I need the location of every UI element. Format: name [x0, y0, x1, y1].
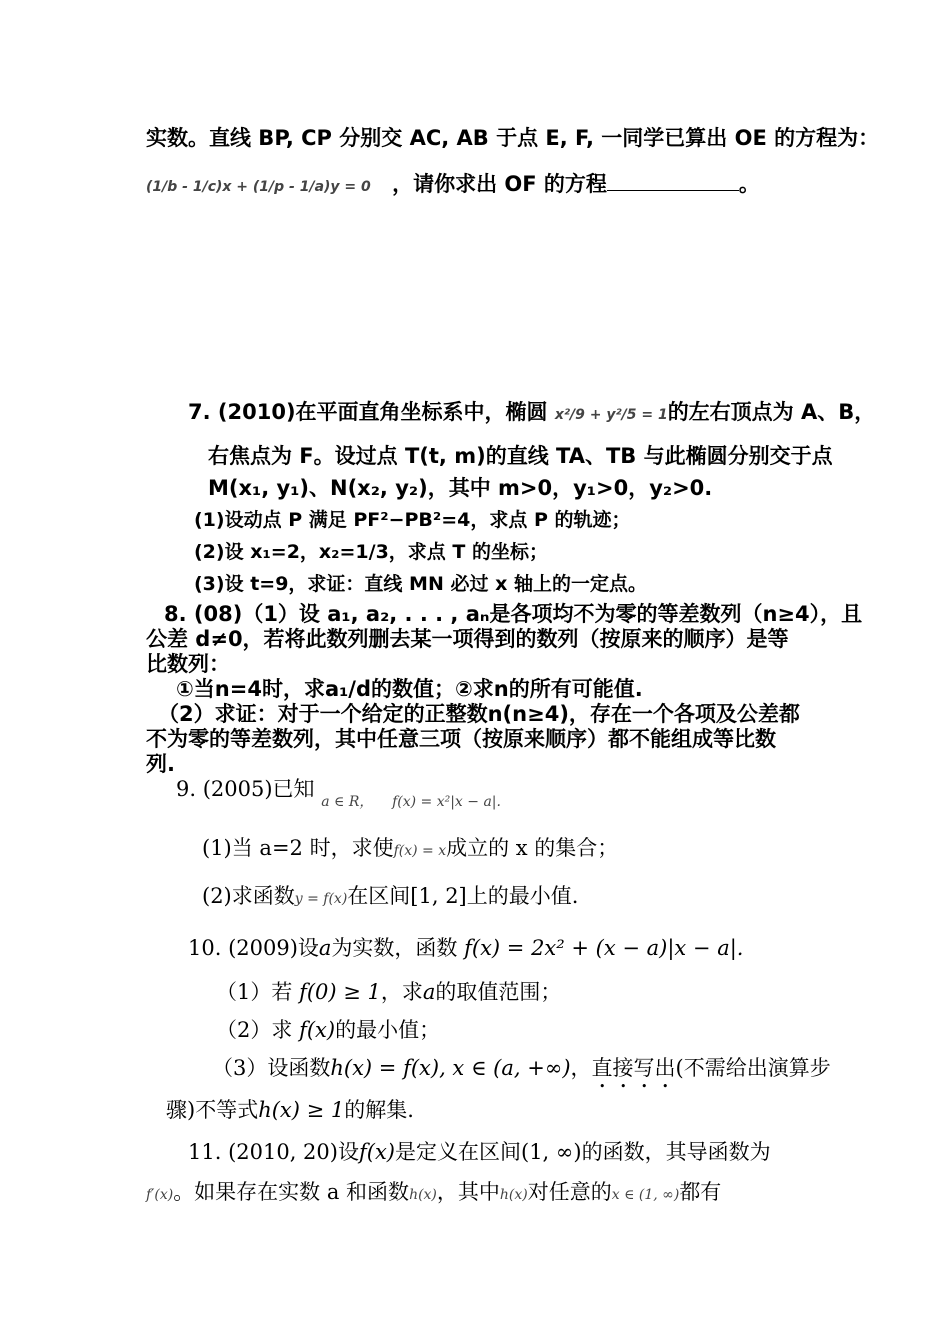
p11-l2-e: 都有	[679, 1180, 722, 1204]
p7-ellipse-equation: x²/9 + y²/5 = 1	[554, 407, 668, 423]
p9-q1-b: 成立的 x 的集合；	[446, 836, 619, 860]
p9-q2-equation: y = f(x)	[294, 891, 348, 907]
p8-line1: 8. (08)（1）设 a₁, a₂, . . . , aₙ是各项均不为零的等差数列（n≥4），且	[164, 602, 863, 626]
p11-line1	[188, 1138, 771, 1166]
p11-head2: 是定义在区间(1, ∞)的函数，其导函数为	[395, 1140, 771, 1164]
p10-q2-a: （2）求	[216, 1018, 293, 1042]
p11-domain: x ∈ (1, ∞)	[611, 1187, 680, 1203]
p11-l2-d: 对任意的	[527, 1180, 612, 1204]
p10-function: f(x) = 2x² + (x − a)|x − a|.	[464, 936, 744, 960]
p11-l2-b: 。如果存在实数 a 和函数	[173, 1180, 410, 1204]
p10-q1-b: ，求	[380, 980, 423, 1004]
p6-answer-blank	[607, 170, 739, 191]
p10-q1-a: （1）若	[216, 980, 293, 1004]
p9-condition-a: a ∈ R，	[321, 794, 374, 810]
p10-head2: 为实数，函数	[331, 936, 458, 960]
p7-head: 7. (2010)在平面直角坐标系中，椭圆	[188, 400, 548, 424]
p10-var-a: a	[318, 936, 332, 960]
p7-line1	[188, 398, 875, 429]
p10-question-2	[216, 1016, 440, 1044]
p11-hx-2: h(x)	[499, 1187, 528, 1203]
p6-oe-equation: (1/b - 1/c)x + (1/p - 1/a)y = 0	[146, 179, 371, 195]
p10-question-3	[212, 1054, 831, 1093]
p9-q1-equation: f(x) = x	[393, 843, 447, 859]
p10-q4-a: 骤)不等式	[166, 1098, 259, 1122]
p9-q2-a: (2)求函数	[202, 884, 295, 908]
p9-question-2	[202, 882, 578, 913]
p11-l2-c: ，其中	[436, 1180, 500, 1204]
p8-line2: 公差 d≠0，若将此数列删去某一项得到的数列（按原来的顺序）是等	[146, 627, 789, 651]
p7-head-tail: 的左右顶点为 A、B，	[667, 400, 876, 424]
p9-condition-f: f(x) = x²|x − a|.	[392, 794, 501, 810]
p9-head: 9. (2005)已知	[176, 777, 315, 801]
p7-question-1: (1)设动点 P 满足 PF²−PB²=4，求点 P 的轨迹；	[194, 509, 631, 531]
p10-q3-emphasis: 直接写出	[591, 1056, 676, 1080]
p7-question-2: (2)设 x₁=2，x₂=1/3，求点 T 的坐标；	[194, 541, 548, 563]
p9-q1-a: (1)当 a=2 时，求使	[202, 836, 394, 860]
p7-question-3: (3)设 t=9，求证：直线 MN 必过 x 轴上的一定点。	[194, 573, 647, 595]
p10-q4-b: 的解集.	[344, 1098, 414, 1122]
p6-question: ，请你求出 OF 的方程	[392, 172, 607, 196]
p10-line1	[188, 934, 743, 962]
p8-line4: ①当n=4时，求a₁/d的数值；②求n的所有可能值.	[176, 677, 643, 701]
p6-line2	[146, 170, 760, 201]
p10-question-3-cont	[166, 1096, 414, 1124]
p10-q2-b: 的最小值；	[335, 1018, 441, 1042]
p8-line3: 比数列：	[146, 652, 230, 676]
p6-end: 。	[738, 172, 760, 196]
p10-q1-var-a: a	[422, 980, 436, 1004]
p10-q3-equation: h(x) = f(x), x ∈ (a, +∞)	[330, 1056, 571, 1080]
p6-line1: 实数。直线 BP, CP 分别交 AC, AB 于点 E, F, 一同学已算出 OE 的方程为：	[146, 126, 880, 150]
p7-line2: 右焦点为 F。设过点 T(t, m)的直线 TA、TB 与此椭圆分别交于点	[208, 444, 833, 468]
p10-q1-c: 的取值范围；	[435, 980, 562, 1004]
p8-line7: 列.	[146, 752, 175, 776]
p10-q3-a: （3）设函数	[212, 1056, 331, 1080]
p11-hx: h(x)	[409, 1187, 437, 1203]
p9-line1	[176, 775, 501, 810]
p10-head: 10. (2009)设	[188, 936, 319, 960]
p9-q2-b: 在区间[1, 2]上的最小值.	[347, 884, 579, 908]
p10-q1-equation: f(0) ≥ 1	[299, 980, 381, 1004]
p8-line6: 不为零的等差数列，其中任意三项（按原来顺序）都不能组成等比数	[146, 727, 776, 751]
p7-line3: M(x₁, y₁)、N(x₂, y₂)，其中 m>0，y₁>0，y₂>0.	[208, 476, 713, 500]
p10-q4-equation: h(x) ≥ 1	[258, 1098, 345, 1122]
p10-q2-equation: f(x)	[299, 1018, 336, 1042]
p10-q3-b: ，	[570, 1056, 592, 1080]
p9-question-1	[202, 834, 618, 865]
p11-derivative: f′(x)	[146, 1187, 174, 1203]
p10-q3-c: (不需给出演算步	[675, 1056, 831, 1080]
p11-fx: f(x)	[358, 1140, 395, 1164]
p11-head: 11. (2010, 20)设	[188, 1140, 359, 1164]
p10-question-1	[216, 978, 561, 1006]
p8-line5: （2）求证：对于一个给定的正整数n(n≥4)，存在一个各项及公差都	[158, 702, 800, 726]
p11-line2	[146, 1178, 721, 1209]
